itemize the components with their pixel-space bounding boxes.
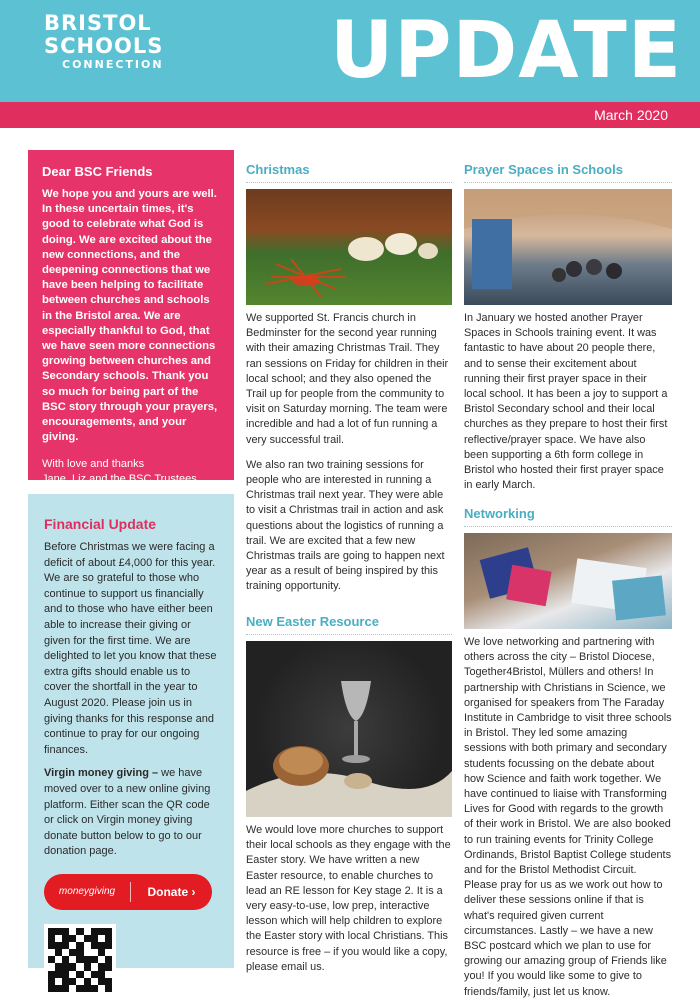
virgin-giving-text: we have moved over to a new online giving platform. Either scan the QR code or click on Virgin money giving donate button below to go to our donation page. <box>44 767 211 858</box>
networking-section <box>464 506 672 1000</box>
signoff-line-2: Jane, Liz and the BSC Trustees <box>42 473 197 486</box>
networking-leaflets-photo <box>464 527 672 629</box>
christmas-section <box>246 162 452 595</box>
date-bar <box>0 102 700 128</box>
bsc-logo[interactable] <box>44 12 214 71</box>
header-banner <box>0 0 700 102</box>
networking-heading: Networking <box>464 506 672 527</box>
logo-word-connection: CONNECTION <box>62 58 164 71</box>
easter-bread-cup-photo <box>246 635 452 817</box>
prayer-heading: Prayer Spaces in Schools <box>464 162 672 183</box>
newsletter-title: UPDATE <box>329 6 682 96</box>
dear-body: We hope you and yours are well. In these uncertain times, it's good to celebrate what God is doing. We are excited about the new connections, and the deepening connections that we have been helping to facilitate between churches and schools in the Bristol area. We are especially thankful to God, that we have seen more connections growing between churches and Secondary schools. Thank you so much for being part of the BSC story through your prayers, encouragements, and your giving. <box>42 188 218 444</box>
logo-word-schools: SCHOOLS <box>44 34 164 58</box>
financial-para-2 <box>44 766 220 860</box>
prayer-spaces-section <box>464 162 672 493</box>
issue-date: March 2020 <box>594 107 668 123</box>
virgin-moneygiving-logo: moneygiving <box>58 886 116 898</box>
easter-photo-art <box>246 641 452 817</box>
donate-button[interactable] <box>44 874 212 910</box>
button-divider <box>130 882 131 902</box>
chevron-right-icon: › <box>191 884 196 899</box>
dear-signoff <box>42 457 220 487</box>
easter-para-1: We would love more churches to support their local schools as they engage with the Easter story. We have written a new Easter resource, to enable churches to lead an RE lesson for Key stage 2. It is a very easy-to-use, low prep, interactive lesson which will help children to explore the Easter story with local Christians. This resource is free – if you would like a copy, please email us. <box>246 824 451 973</box>
financial-update-box <box>28 494 234 968</box>
christmas-para-1: We supported St. Francis church in Bedminster for the second year running with their amazing Christmas Trail. They ran sessions on Friday for children in their local school; and they also opened the Trail up for people from the community to visit on Saturday morning. The team were incredible and had a lot of fun running a very successful trail. <box>246 312 449 446</box>
dear-friends-box <box>28 150 234 486</box>
prayer-photo-art <box>464 189 672 305</box>
easter-heading: New Easter Resource <box>246 614 452 635</box>
qr-code[interactable] <box>44 924 116 996</box>
christmas-heading: Christmas <box>246 162 452 183</box>
networking-photo-art <box>464 533 672 629</box>
prayer-para-1: In January we hosted another Prayer Spaces in Schools training event. It was fantastic to have about 20 people there, and to sense their excitement about running their first prayer space in their local school. It has been a joy to support a Bristol Secondary school and their local churches as they prepare to host their first reflective/prayer space. We have also been supporting a 6th form college in Bristol who hosted their first prayer space in early March. <box>464 312 668 492</box>
christmas-photo-art <box>246 189 452 305</box>
prayer-spaces-training-photo <box>464 183 672 305</box>
signoff-line-1: With love and thanks <box>42 458 145 471</box>
virgin-giving-label: Virgin money giving – <box>44 767 159 780</box>
networking-para-1: We love networking and partnering with others across the city – Bristol Diocese, Together4Bristol, Müllers and others! In partnership with Christians in Science, we organised for speakers from The Faraday Institute in Cambridge to visit three schools in Bristol. They led some amazing sessions with both primary and secondary students focussing on the debate about how Science and faith work together. We have continued to liaise with Transforming Lives for Good with regards to the growth of their work in Bristol. We are also booked to run training events for Trinity College Ordinands, Bristol Baptist College students and for the Bristol Methodist Circuit. Please pray for us as we work out how to deliver these sessions online if that is what's required given current circumstances. Lastly – we have a new BSC postcard which we plan to use for growing our amazing group of Friends like you! If you would like some to give to friends/family, just let us know. <box>464 636 672 998</box>
logo-word-bristol: BRISTOL <box>44 11 152 35</box>
christmas-para-2: We also ran two training sessions for people who are interested in running a Christmas trail next year. They were able to visit a Christmas trail in action and ask questions about the logistics of running a trail. We are excited that a few new Christmas trails are going to happen next year as a result of being inspired by this training opportunity. <box>246 458 445 593</box>
easter-section <box>246 614 452 975</box>
christmas-trail-photo <box>246 183 452 305</box>
dear-heading: Dear BSC Friends <box>42 164 153 179</box>
financial-heading: Financial Update <box>44 516 157 532</box>
financial-para-1: Before Christmas we were facing a deficit of about £4,000 for this year. We are so grateful to those who continue to support us financially and to those who have either been able to increase their giving or given for the first time. We are delighted to let you know that these extra gifts should enable us to cover the shortfall in the year to August 2020. Please join us in giving thanks for this response and continue to pray for our ongoing finances. <box>44 541 217 756</box>
donate-label <box>131 885 212 899</box>
donate-text: Donate <box>147 884 189 899</box>
